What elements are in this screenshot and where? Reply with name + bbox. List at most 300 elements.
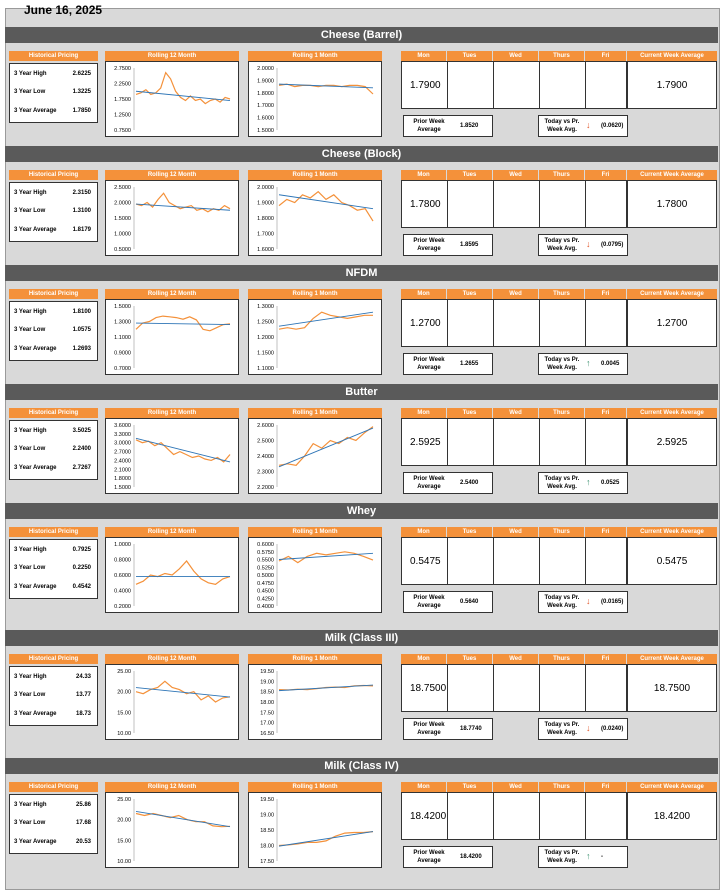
mon-header: Mon (401, 527, 446, 537)
tues-price-cell (448, 62, 494, 108)
rolling-12-month-chart (105, 537, 239, 613)
historical-avg-label: 3 Year Average (14, 346, 57, 352)
rolling-12-month-tick-label: 1.7500 (114, 97, 131, 103)
historical-pricing-header: Historical Pricing (9, 51, 98, 61)
prior-week-average-label: Prior Week Average (413, 595, 445, 609)
rolling-1-month-tick-label: 1.3000 (257, 304, 274, 310)
rolling-12-month-tick-label: 1.5000 (114, 216, 131, 222)
historical-avg-value: 1.8179 (72, 227, 91, 233)
historical-pricing-header: Historical Pricing (9, 527, 98, 537)
daily-prices-box (401, 61, 627, 109)
thurs-header: Thurs (539, 527, 584, 537)
rolling-1-month-header: Rolling 1 Month (248, 170, 382, 180)
prior-week-average-box (403, 472, 493, 494)
fri-header: Fri (585, 51, 626, 61)
mon-price-value: 1.2700 (410, 318, 441, 329)
mon-price-value: 0.5475 (410, 556, 441, 567)
historical-pricing-box (9, 539, 98, 599)
today-vs-prior-week-value: (0.0165) (601, 599, 624, 605)
historical-low-label: 3 Year Low (14, 327, 46, 333)
rolling-12-month-tick-label: 0.2000 (114, 604, 131, 610)
thurs-header: Thurs (539, 170, 584, 180)
rolling-12-month-chart (105, 180, 239, 256)
rolling-1-month-trend-line (279, 832, 373, 847)
today-vs-prior-week-value: (0.0620) (601, 123, 624, 129)
thurs-header: Thurs (539, 782, 584, 792)
rolling-12-month-tick-label: 1.2500 (114, 112, 131, 119)
rolling-1-month-tick-label: 19.00 (260, 679, 274, 686)
rolling-12-month-tick-label: 0.7000 (114, 366, 131, 372)
current-week-average-box (627, 664, 717, 712)
prior-week-average-label: Prior Week Average (413, 850, 445, 864)
arrow-down-icon: ↓ (586, 596, 591, 606)
today-vs-prior-week-value: 0.0045 (601, 361, 620, 367)
tues-header: Tues (447, 170, 492, 180)
prior-week-average-value: 1.8520 (460, 123, 479, 129)
prior-week-average-value: 2.5400 (460, 480, 479, 486)
current-week-average-value: 18.4200 (653, 811, 691, 822)
rolling-12-month-price-line (136, 561, 230, 584)
fri-price-cell (586, 62, 628, 108)
rolling-12-month-chart (105, 792, 239, 868)
historical-avg-value: 2.7267 (72, 465, 91, 471)
arrow-up-icon: ↑ (586, 851, 591, 861)
rolling-1-month-trend-line (279, 428, 373, 467)
rolling-1-month-header: Rolling 1 Month (248, 408, 382, 418)
rolling-12-month-chart (105, 418, 239, 494)
fri-price-cell (586, 665, 628, 711)
current-week-average-box (627, 299, 717, 347)
rolling-1-month-tick-label: 1.1000 (257, 366, 274, 372)
historical-high-label: 3 Year High (14, 190, 47, 196)
mon-price-value: 18.4200 (410, 811, 447, 822)
rolling-12-month-tick-label: 0.8000 (114, 557, 131, 564)
rolling-1-month-tick-label: 0.4000 (257, 604, 274, 610)
today-vs-prior-week-label: Today vs Pr. Week Avg. (544, 238, 580, 252)
prior-week-average-label: Prior Week Average (413, 119, 445, 133)
historical-avg-value: 1.7850 (72, 108, 91, 114)
rolling-12-month-tick-label: 2.7500 (114, 66, 131, 72)
rolling-12-month-tick-label: 2.2500 (114, 81, 131, 88)
rolling-1-month-tick-label: 2.2000 (257, 485, 274, 491)
rolling-1-month-tick-label: 17.50 (260, 859, 274, 865)
rolling-1-month-tick-label: 1.2500 (257, 319, 274, 326)
wed-header: Wed (493, 51, 538, 61)
rolling-1-month-tick-label: 16.50 (260, 731, 274, 737)
historical-high-label: 3 Year High (14, 674, 47, 680)
rolling-1-month-tick-label: 1.1500 (257, 350, 274, 357)
today-vs-prior-week-value: (0.0795) (601, 242, 624, 248)
current-week-average-value: 1.2700 (656, 318, 688, 329)
rolling-1-month-header: Rolling 1 Month (248, 782, 382, 792)
rolling-1-month-tick-label: 1.5000 (257, 128, 274, 134)
rolling-12-month-tick-label: 1.5000 (114, 304, 131, 310)
rolling-12-month-trend-line (136, 204, 230, 210)
historical-pricing-box (9, 666, 98, 726)
historical-avg-value: 0.4542 (72, 584, 91, 590)
today-vs-prior-week-box (538, 718, 628, 740)
rolling-1-month-tick-label: 18.50 (260, 828, 274, 834)
wed-price-cell (494, 419, 540, 465)
current-week-average-header: Current Week Average (627, 289, 717, 299)
rolling-1-month-svg (249, 665, 381, 739)
historical-high-label: 3 Year High (14, 802, 47, 808)
tues-header: Tues (447, 654, 492, 664)
thurs-price-cell (540, 181, 586, 227)
historical-pricing-box (9, 182, 98, 242)
historical-avg-label: 3 Year Average (14, 108, 57, 114)
today-vs-prior-week-box (538, 591, 628, 613)
rolling-12-month-chart (105, 299, 239, 375)
historical-low-label: 3 Year Low (14, 446, 46, 452)
historical-low-value: 2.2400 (72, 446, 91, 452)
current-week-average-box (627, 537, 717, 585)
tues-price-cell (448, 538, 494, 584)
rolling-1-month-chart (248, 664, 382, 740)
arrow-down-icon: ↓ (586, 239, 591, 249)
rolling-1-month-svg (249, 538, 381, 612)
historical-avg-label: 3 Year Average (14, 584, 57, 590)
section-title: Milk (Class IV) (5, 758, 718, 774)
rolling-1-month-header: Rolling 1 Month (248, 51, 382, 61)
tues-header: Tues (447, 408, 492, 418)
rolling-1-month-tick-label: 17.50 (260, 710, 274, 717)
rolling-1-month-svg (249, 300, 381, 374)
thurs-price-cell (540, 538, 586, 584)
rolling-1-month-header: Rolling 1 Month (248, 289, 382, 299)
fri-header: Fri (585, 654, 626, 664)
current-week-average-value: 2.5925 (656, 437, 688, 448)
rolling-1-month-price-line (279, 427, 373, 466)
current-week-average-value: 1.7800 (656, 199, 688, 210)
rolling-1-month-chart (248, 299, 382, 375)
today-vs-prior-week-label: Today vs Pr. Week Avg. (544, 119, 580, 133)
rolling-12-month-tick-label: 2.7000 (114, 449, 131, 456)
arrow-down-icon: ↓ (586, 723, 591, 733)
mon-price-cell (402, 62, 448, 108)
section-title: NFDM (5, 265, 718, 281)
daily-prices-box (401, 180, 627, 228)
rolling-1-month-tick-label: 0.5500 (257, 557, 274, 564)
rolling-12-month-tick-label: 25.00 (117, 797, 131, 803)
rolling-12-month-header: Rolling 12 Month (105, 408, 239, 418)
wed-price-cell (494, 300, 540, 346)
section-title: Whey (5, 503, 718, 519)
today-vs-prior-week-box (538, 353, 628, 375)
today-vs-prior-week-label: Today vs Pr. Week Avg. (544, 357, 580, 371)
arrow-up-icon: ↑ (586, 477, 591, 487)
today-vs-prior-week-value: - (601, 854, 603, 860)
rolling-1-month-tick-label: 2.3000 (257, 469, 274, 476)
commodity-section (5, 503, 718, 615)
rolling-1-month-header: Rolling 1 Month (248, 654, 382, 664)
historical-high-label: 3 Year High (14, 547, 47, 553)
prior-week-average-value: 1.8595 (460, 242, 479, 248)
prior-week-average-box (403, 846, 493, 868)
rolling-12-month-tick-label: 0.6000 (114, 573, 131, 579)
today-vs-prior-week-box (538, 846, 628, 868)
rolling-1-month-tick-label: 1.7000 (257, 103, 274, 110)
tues-header: Tues (447, 51, 492, 61)
prior-week-average-value: 18.4200 (460, 854, 482, 860)
rolling-1-month-price-line (279, 312, 373, 329)
rolling-12-month-svg (106, 419, 238, 493)
section-title: Cheese (Block) (5, 146, 718, 162)
rolling-1-month-trend-line (279, 685, 373, 691)
historical-high-value: 0.7925 (72, 547, 91, 553)
today-vs-prior-week-label: Today vs Pr. Week Avg. (544, 476, 580, 490)
rolling-12-month-svg (106, 62, 238, 136)
current-week-average-value: 0.5475 (656, 556, 688, 567)
daily-prices-box (401, 299, 627, 347)
thurs-price-cell (540, 62, 586, 108)
rolling-1-month-tick-label: 19.00 (260, 812, 274, 819)
rolling-12-month-tick-label: 3.6000 (114, 423, 131, 429)
mon-price-value: 1.7900 (410, 80, 441, 91)
mon-header: Mon (401, 289, 446, 299)
commodity-section (5, 758, 718, 870)
fri-price-cell (586, 793, 628, 839)
historical-high-label: 3 Year High (14, 309, 47, 315)
rolling-12-month-header: Rolling 12 Month (105, 289, 239, 299)
historical-low-value: 13.77 (75, 692, 91, 698)
rolling-12-month-tick-label: 10.00 (117, 731, 131, 737)
wed-price-cell (494, 793, 540, 839)
mon-price-value: 18.7500 (410, 683, 447, 694)
historical-high-label: 3 Year High (14, 71, 47, 77)
current-week-average-header: Current Week Average (627, 654, 717, 664)
rolling-12-month-tick-label: 0.5000 (114, 247, 131, 253)
rolling-12-month-price-line (136, 681, 230, 702)
rolling-1-month-chart (248, 61, 382, 137)
mon-price-cell (402, 300, 448, 346)
section-title: Cheese (Barrel) (5, 27, 718, 43)
mon-header: Mon (401, 51, 446, 61)
rolling-12-month-tick-label: 3.3000 (114, 431, 131, 438)
rolling-1-month-tick-label: 17.00 (260, 720, 274, 727)
today-vs-prior-week-value: (0.0240) (601, 726, 624, 732)
rolling-12-month-tick-label: 1.0000 (114, 542, 131, 548)
prior-week-average-box (403, 591, 493, 613)
daily-prices-box (401, 537, 627, 585)
rolling-1-month-tick-label: 1.2000 (257, 335, 274, 341)
fri-header: Fri (585, 408, 626, 418)
prior-week-average-value: 0.5640 (460, 599, 479, 605)
historical-avg-label: 3 Year Average (14, 465, 57, 471)
report-date: June 16, 2025 (24, 3, 103, 17)
rolling-1-month-chart (248, 537, 382, 613)
rolling-1-month-tick-label: 1.9000 (257, 200, 274, 207)
rolling-12-month-svg (106, 665, 238, 739)
historical-avg-value: 18.73 (75, 711, 91, 717)
wed-header: Wed (493, 654, 538, 664)
wed-price-cell (494, 538, 540, 584)
tues-header: Tues (447, 782, 492, 792)
historical-low-label: 3 Year Low (14, 820, 46, 826)
fri-price-cell (586, 419, 628, 465)
rolling-12-month-header: Rolling 12 Month (105, 170, 239, 180)
today-vs-prior-week-label: Today vs Pr. Week Avg. (544, 850, 580, 864)
thurs-price-cell (540, 419, 586, 465)
prior-week-average-box (403, 353, 493, 375)
current-week-average-header: Current Week Average (627, 408, 717, 418)
rolling-1-month-tick-label: 1.9000 (257, 78, 274, 85)
rolling-1-month-chart (248, 792, 382, 868)
today-vs-prior-week-box (538, 234, 628, 256)
rolling-1-month-tick-label: 1.8000 (257, 90, 274, 97)
prior-week-average-label: Prior Week Average (413, 357, 445, 371)
current-week-average-box (627, 180, 717, 228)
mon-price-value: 2.5925 (410, 437, 441, 448)
rolling-12-month-tick-label: 25.00 (117, 669, 131, 675)
rolling-12-month-header: Rolling 12 Month (105, 654, 239, 664)
rolling-1-month-tick-label: 1.7000 (257, 231, 274, 238)
prior-week-average-label: Prior Week Average (413, 476, 445, 490)
rolling-12-month-tick-label: 1.1000 (114, 335, 131, 341)
thurs-price-cell (540, 300, 586, 346)
wed-header: Wed (493, 782, 538, 792)
historical-pricing-box (9, 794, 98, 854)
prior-week-average-box (403, 718, 493, 740)
historical-low-value: 17.68 (75, 820, 91, 826)
fri-header: Fri (585, 527, 626, 537)
current-week-average-header: Current Week Average (627, 782, 717, 792)
mon-header: Mon (401, 782, 446, 792)
fri-header: Fri (585, 289, 626, 299)
current-week-average-value: 1.7900 (656, 80, 688, 91)
prior-week-average-box (403, 234, 493, 256)
daily-prices-box (401, 792, 627, 840)
commodity-section (5, 146, 718, 258)
section-title: Butter (5, 384, 718, 400)
mon-header: Mon (401, 408, 446, 418)
rolling-12-month-trend-line (136, 811, 230, 826)
historical-avg-label: 3 Year Average (14, 227, 57, 233)
rolling-12-month-tick-label: 1.8000 (114, 476, 131, 483)
current-week-average-header: Current Week Average (627, 51, 717, 61)
rolling-12-month-header: Rolling 12 Month (105, 527, 239, 537)
rolling-1-month-svg (249, 793, 381, 867)
wed-header: Wed (493, 289, 538, 299)
rolling-1-month-tick-label: 0.6000 (257, 542, 274, 548)
today-vs-prior-week-label: Today vs Pr. Week Avg. (544, 595, 580, 609)
rolling-1-month-tick-label: 1.8000 (257, 216, 274, 222)
historical-avg-label: 3 Year Average (14, 839, 57, 845)
rolling-12-month-tick-label: 0.9000 (114, 350, 131, 357)
today-vs-prior-week-box (538, 115, 628, 137)
rolling-12-month-tick-label: 1.3000 (114, 319, 131, 326)
arrow-down-icon: ↓ (586, 120, 591, 130)
fri-header: Fri (585, 170, 626, 180)
wed-header: Wed (493, 527, 538, 537)
daily-prices-box (401, 418, 627, 466)
historical-pricing-header: Historical Pricing (9, 654, 98, 664)
historical-low-value: 1.3100 (72, 208, 91, 214)
rolling-1-month-tick-label: 0.5000 (257, 573, 274, 579)
mon-price-value: 1.7800 (410, 199, 441, 210)
rolling-12-month-tick-label: 3.0000 (114, 440, 131, 447)
prior-week-average-box (403, 115, 493, 137)
commodity-section (5, 630, 718, 742)
today-vs-prior-week-value: 0.0525 (601, 480, 620, 486)
rolling-1-month-tick-label: 18.50 (260, 689, 274, 696)
rolling-12-month-tick-label: 20.00 (117, 689, 131, 696)
rolling-12-month-tick-label: 1.5000 (114, 485, 131, 491)
wed-price-cell (494, 181, 540, 227)
historical-low-value: 1.3225 (72, 89, 91, 95)
fri-header: Fri (585, 782, 626, 792)
rolling-1-month-tick-label: 19.50 (260, 797, 274, 803)
historical-pricing-header: Historical Pricing (9, 289, 98, 299)
rolling-1-month-tick-label: 2.4000 (257, 454, 274, 460)
commodity-section (5, 265, 718, 377)
historical-high-label: 3 Year High (14, 428, 47, 434)
historical-low-value: 0.2250 (72, 565, 91, 571)
section-title: Milk (Class III) (5, 630, 718, 646)
current-week-average-header: Current Week Average (627, 527, 717, 537)
historical-high-value: 2.6225 (72, 71, 91, 77)
rolling-12-month-tick-label: 2.1000 (114, 467, 131, 474)
rolling-1-month-tick-label: 0.4500 (257, 588, 274, 595)
rolling-12-month-svg (106, 181, 238, 255)
rolling-12-month-header: Rolling 12 Month (105, 51, 239, 61)
historical-high-value: 2.3150 (72, 190, 91, 196)
tues-header: Tues (447, 527, 492, 537)
prior-week-average-label: Prior Week Average (413, 722, 445, 736)
rolling-1-month-tick-label: 19.50 (260, 669, 274, 675)
historical-high-value: 25.86 (75, 802, 91, 808)
rolling-12-month-header: Rolling 12 Month (105, 782, 239, 792)
rolling-1-month-tick-label: 0.4750 (257, 580, 274, 587)
current-week-average-value: 18.7500 (653, 683, 691, 694)
rolling-12-month-tick-label: 0.7500 (114, 128, 131, 134)
rolling-12-month-svg (106, 538, 238, 612)
commodity-section (5, 27, 718, 139)
rolling-12-month-tick-label: 2.4000 (114, 458, 131, 465)
rolling-1-month-tick-label: 0.5750 (257, 549, 274, 556)
mon-price-cell (402, 665, 448, 711)
current-week-average-box (627, 61, 717, 109)
rolling-12-month-svg (106, 300, 238, 374)
commodity-section (5, 384, 718, 496)
rolling-12-month-trend-line (136, 438, 230, 462)
historical-avg-label: 3 Year Average (14, 711, 57, 717)
historical-high-value: 1.8100 (72, 309, 91, 315)
wed-header: Wed (493, 408, 538, 418)
rolling-12-month-tick-label: 20.00 (117, 817, 131, 824)
rolling-1-month-tick-label: 1.6000 (257, 115, 274, 122)
thurs-header: Thurs (539, 289, 584, 299)
thurs-header: Thurs (539, 408, 584, 418)
rolling-12-month-tick-label: 2.0000 (114, 200, 131, 207)
rolling-12-month-chart (105, 664, 239, 740)
thurs-header: Thurs (539, 654, 584, 664)
today-vs-prior-week-label: Today vs Pr. Week Avg. (544, 722, 580, 736)
prior-week-average-value: 18.7740 (460, 726, 482, 732)
current-week-average-box (627, 792, 717, 840)
rolling-1-month-header: Rolling 1 Month (248, 527, 382, 537)
today-vs-prior-week-box (538, 472, 628, 494)
historical-low-label: 3 Year Low (14, 692, 46, 698)
tues-price-cell (448, 300, 494, 346)
current-week-average-header: Current Week Average (627, 170, 717, 180)
tues-price-cell (448, 665, 494, 711)
wed-price-cell (494, 62, 540, 108)
historical-avg-value: 20.53 (75, 839, 91, 845)
rolling-1-month-svg (249, 419, 381, 493)
historical-high-value: 24.33 (75, 674, 91, 680)
rolling-12-month-trend-line (136, 688, 230, 698)
